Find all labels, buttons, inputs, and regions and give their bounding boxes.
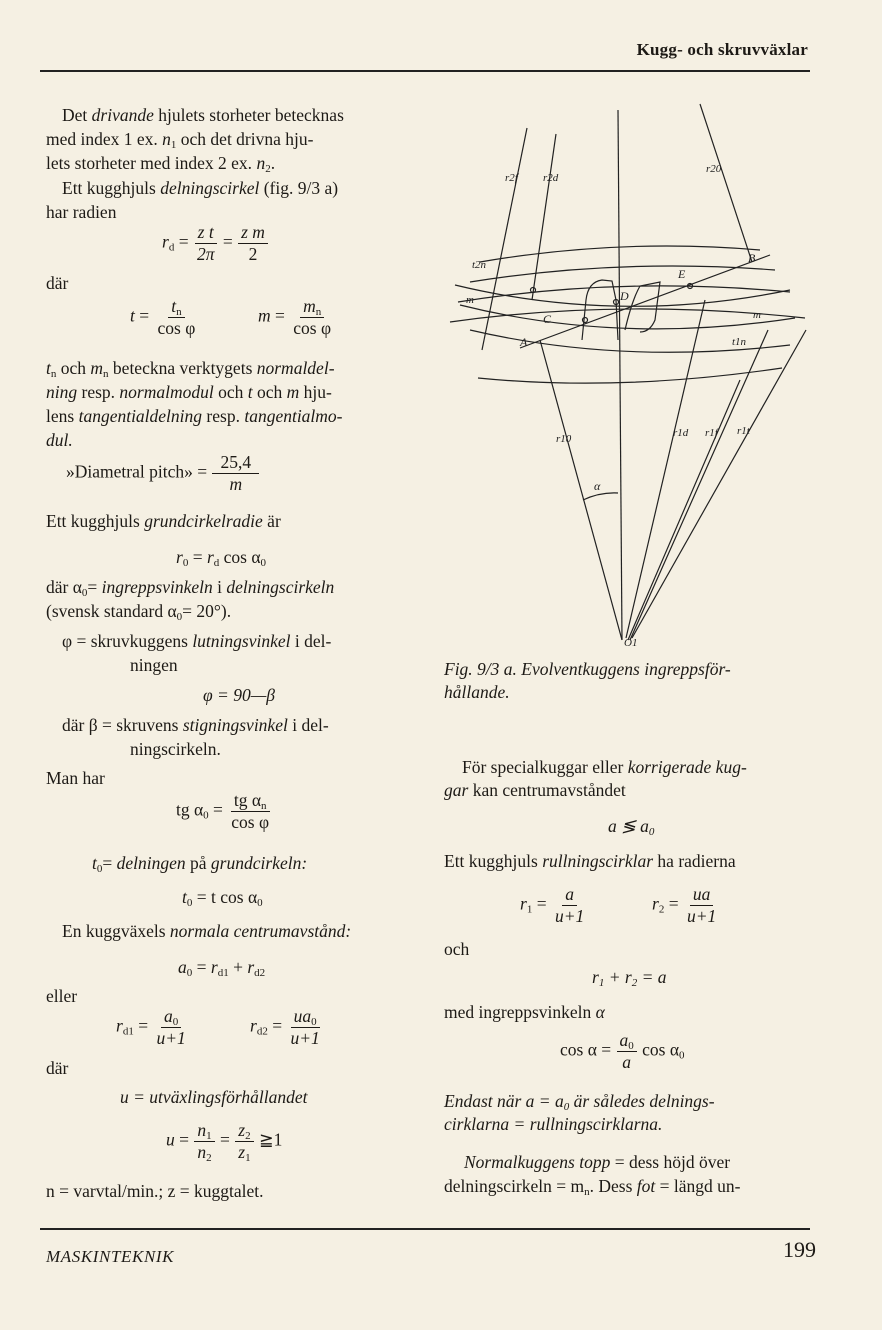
text: på — [190, 853, 207, 873]
subscript: d — [168, 241, 175, 254]
text: där β = skruvens — [62, 715, 179, 735]
text-line — [444, 938, 469, 962]
numerator: ua — [293, 1006, 312, 1026]
term: delningscirkeln — [226, 577, 335, 597]
symbol: m — [286, 382, 300, 402]
text-line — [46, 381, 332, 405]
symbol: r — [247, 957, 255, 977]
subscript: d2 — [256, 1025, 268, 1038]
circle-arc — [470, 266, 775, 282]
text: där — [46, 1058, 69, 1078]
subscript: 0 — [81, 587, 88, 599]
denominator: n — [197, 1142, 207, 1162]
denominator: cos φ — [293, 318, 332, 338]
text: t cos α — [211, 887, 258, 907]
subscript: d1 — [122, 1025, 134, 1038]
text-line: n = varvtal/min.; z = kuggtalet. — [46, 1181, 264, 1201]
text: kan centrumavståndet — [472, 780, 626, 800]
text: . Dess — [589, 1176, 633, 1196]
text: och — [218, 382, 244, 402]
figure-label: r20 — [706, 163, 722, 175]
point-marker — [583, 318, 588, 323]
text-line — [46, 510, 281, 534]
symbol: r — [206, 547, 214, 567]
text-line — [464, 1151, 730, 1175]
footer-journal: MASKINTEKNIK — [46, 1247, 175, 1266]
denominator: u+1 — [686, 906, 717, 926]
figure-label: E — [678, 267, 686, 281]
radius-line — [628, 380, 740, 640]
subscript: 0 — [176, 611, 183, 623]
figure-label: C — [543, 312, 552, 326]
subscript: 1 — [526, 903, 533, 916]
symbol: t — [182, 887, 187, 907]
symbol: n — [256, 153, 266, 173]
text: = a — [641, 967, 667, 987]
text-line — [46, 429, 73, 453]
figure-label: t2n — [472, 259, 487, 271]
footer-rule — [40, 1228, 810, 1230]
running-header: Kugg- och skruvväxlar — [636, 40, 808, 59]
text: φ = skruvkuggens — [62, 631, 188, 651]
symbol: m — [258, 305, 271, 326]
figure-label: r2d — [543, 172, 559, 184]
gear-mesh-figure — [440, 96, 820, 656]
symbol: t — [247, 382, 253, 402]
text: För specialkuggar eller — [462, 757, 624, 777]
term: normalmodul — [119, 382, 214, 402]
figure-label: A — [520, 335, 528, 349]
formula-center-distance-var — [608, 815, 654, 839]
text: och — [257, 382, 283, 402]
text: (svensk standard α — [46, 601, 177, 621]
text: drivande — [91, 105, 154, 125]
term: delningen — [116, 853, 186, 873]
text: är — [267, 511, 281, 531]
subscript: 1 — [206, 1130, 212, 1142]
text: där — [46, 273, 69, 293]
text-line — [444, 850, 736, 874]
text: ningscirkeln. — [130, 739, 221, 759]
symbol: m — [90, 358, 104, 378]
figure-label: α — [594, 479, 601, 493]
text: där α — [46, 577, 82, 597]
formula-rolling-sum — [592, 966, 667, 990]
subscript: 0 — [182, 557, 189, 569]
text: Det — [62, 105, 88, 125]
symbol: r — [176, 547, 183, 567]
text-line — [130, 738, 221, 762]
subscript: 2 — [631, 977, 638, 989]
term: stigningsvinkel — [182, 715, 288, 735]
text: resp. — [81, 382, 116, 402]
text: hjulets storheter betecknas — [158, 105, 344, 125]
circle-arc — [480, 246, 760, 262]
subscript: n — [261, 800, 267, 812]
numerator: a — [163, 1006, 173, 1026]
caption-text: hållande. — [444, 682, 510, 702]
text: med index 1 ex. — [46, 129, 158, 149]
text-line — [46, 201, 116, 225]
subscript: 0 — [172, 1016, 179, 1028]
fraction — [228, 790, 272, 833]
symbol: r — [116, 1015, 123, 1036]
term: gar — [444, 780, 469, 800]
text-line: cirklarna = rullningscirklarna. — [444, 1114, 663, 1134]
figure-label: D — [620, 289, 629, 303]
subscript: 1 — [598, 977, 605, 989]
subscript: 0 — [311, 1016, 317, 1028]
subscript: 2 — [265, 163, 271, 175]
formula-pitch: t = $\frac{t_n}{\text{cos φ}}$ — [130, 296, 199, 339]
subscript: d1 — [217, 967, 229, 979]
radius-line — [532, 134, 556, 300]
text-line — [444, 1001, 605, 1025]
text-line — [444, 779, 626, 803]
term: normaldel- — [256, 358, 335, 378]
figure-label: r10 — [556, 433, 572, 445]
formula-module: m = $\frac{m_n}{\text{cos φ}}$ — [258, 296, 335, 339]
term: rullningscirklar — [542, 851, 654, 871]
text: r — [592, 967, 599, 987]
subscript: 0 — [203, 809, 209, 822]
text: = 20°). — [182, 601, 232, 621]
denominator: cos φ — [231, 812, 270, 832]
subscript: 0 — [679, 1049, 685, 1062]
text: och — [444, 939, 470, 959]
fraction — [287, 1006, 322, 1049]
subscript: 0 — [186, 967, 193, 979]
numerator: ua — [690, 884, 714, 906]
line-of-action — [520, 255, 770, 348]
symbol: r — [162, 231, 169, 252]
symbol: r — [652, 893, 659, 914]
formula-ratio: u = $\frac{n_1}{n_2}$ = $\frac{z_2}{z_1}$ ≧1 — [166, 1120, 283, 1164]
term: korrigerade kug- — [627, 757, 747, 777]
formula-cos-alpha — [560, 1030, 685, 1073]
numerator: tg α — [233, 790, 262, 810]
text-line — [62, 714, 329, 738]
term: grundcirkelradie — [144, 511, 263, 531]
formula-pressure-angle: tg $\alpha_0$ = $\frac{tg \alpha_n}{\text{cos φ}}$ — [176, 790, 273, 833]
text-line — [92, 852, 307, 876]
text-line — [444, 1090, 715, 1114]
term: tangentialdelning — [78, 406, 203, 426]
formula-ratio-def: u = utväxlingsförhållandet — [120, 1087, 308, 1107]
subscript: 1 — [245, 1152, 251, 1164]
denominator: 2π — [196, 244, 215, 264]
text-line — [46, 985, 77, 1009]
term: ingreppsvinkeln — [101, 577, 213, 597]
fraction — [552, 884, 587, 927]
term: normala centrumavstånd: — [169, 921, 352, 941]
text-line — [46, 152, 275, 176]
radius-line — [700, 104, 752, 262]
subscript: 1 — [170, 139, 177, 151]
formula-pitch-radius: $r_d$ = $\frac{\text{z t}}{2\pi}$ = $\frac{\text{z m}}{2}$ — [162, 222, 269, 265]
symbol: r — [250, 1015, 257, 1036]
figure-label: r1d — [673, 427, 689, 439]
symbol: r — [210, 957, 218, 977]
formula-rd1: $r_{d1}$ = $\frac{a_0}{u+1}$ — [116, 1006, 190, 1049]
subscript: 0 — [648, 826, 655, 838]
fraction — [290, 296, 334, 339]
text-line — [46, 357, 335, 381]
page-number: 199 — [783, 1237, 816, 1262]
text: . — [270, 153, 276, 173]
term: fot — [636, 1176, 656, 1196]
figure-label: m — [753, 309, 761, 321]
denominator: u+1 — [554, 906, 585, 926]
subscript: 0 — [257, 897, 263, 909]
caption-number: Fig. 9/3 a. — [444, 659, 517, 679]
text: och — [60, 358, 87, 378]
term: dul. — [46, 430, 73, 450]
formula-r1: $r_1$ = $\frac{a}{u+1}$ — [520, 884, 588, 927]
text: eller — [46, 986, 78, 1006]
text-line — [46, 128, 313, 152]
numerator: z t — [195, 222, 217, 244]
text: cos α = — [560, 1039, 612, 1060]
text: ningen — [130, 655, 178, 675]
fraction — [684, 884, 719, 927]
text-line — [462, 756, 747, 780]
text: i — [217, 577, 223, 597]
text: har radien — [46, 202, 117, 222]
subscript: 0 — [628, 1040, 634, 1052]
circle-arc — [478, 368, 782, 383]
numerator: z — [238, 1120, 246, 1140]
text: = längd un- — [659, 1176, 741, 1196]
text-line — [62, 630, 331, 654]
text: resp. — [206, 406, 240, 426]
text-line — [46, 272, 68, 296]
radius-line — [626, 300, 705, 638]
formula-rd2: $r_{d2}$ = $\frac{ua_0}{u+1}$ — [250, 1006, 324, 1049]
text: ≧1 — [258, 1129, 283, 1150]
symbol: α — [595, 1002, 605, 1022]
fraction — [194, 222, 218, 265]
text: ha radierna — [657, 851, 736, 871]
term: ning — [46, 382, 78, 402]
text: (fig. 9/3 a) — [263, 178, 339, 198]
text: med ingreppsvinkeln — [444, 1002, 592, 1022]
text: Ett kugghjuls — [46, 511, 140, 531]
text-line — [62, 920, 351, 944]
subscript: 0 — [563, 1101, 570, 1113]
text-line — [62, 177, 338, 201]
text-line — [46, 405, 343, 429]
denominator: u+1 — [156, 1028, 186, 1048]
figure-label: B — [748, 251, 756, 265]
figure-label: m — [466, 294, 474, 306]
denominator: z — [238, 1142, 246, 1162]
term: tangentialmo- — [244, 406, 343, 426]
text: lets storheter med index 2 ex. — [46, 153, 253, 173]
text: cos α — [642, 1039, 679, 1060]
text-line — [46, 600, 231, 624]
angle-arc — [583, 493, 618, 500]
subscript: 0 — [96, 863, 103, 875]
text: = — [102, 853, 113, 873]
text: och det drivna hju- — [180, 129, 314, 149]
formula-base-radius: $r_0 = r_d$ $\cos \alpha_0$ — [176, 547, 266, 569]
subscript: n — [584, 1186, 590, 1198]
term: lutningsvinkel — [192, 631, 291, 651]
subscript: d — [213, 557, 220, 569]
fraction — [235, 1120, 253, 1163]
caption-text: Evolventkuggens ingreppsför- — [521, 659, 731, 679]
term: delningscirkel — [160, 178, 260, 198]
text: En kuggväxels — [62, 921, 166, 941]
figure-caption — [444, 658, 824, 704]
figure-label: r1t — [737, 425, 750, 437]
text: a ≶ a — [608, 816, 649, 836]
subscript: 0 — [186, 897, 193, 909]
denominator: a — [622, 1052, 631, 1072]
text: beteckna verktygets — [112, 358, 253, 378]
radius-line — [540, 340, 622, 640]
fraction — [238, 222, 268, 265]
subscript: d2 — [254, 967, 266, 979]
figure-label: r2f — [505, 172, 518, 184]
subscript: n — [103, 368, 109, 380]
text: är således delnings- — [573, 1091, 715, 1111]
text: hju- — [303, 382, 332, 402]
formula-base-pitch: $t_0 = t$ $\cos \alpha_0$ — [182, 887, 263, 909]
text: + — [233, 957, 243, 977]
text: lens — [46, 406, 75, 426]
text: Endast när a = a — [444, 1091, 564, 1111]
term: grundcirkeln: — [210, 853, 308, 873]
subscript: 0 — [260, 557, 266, 569]
denominator: m — [229, 474, 243, 494]
text: Ett kugghjuls — [444, 851, 538, 871]
text-line — [46, 767, 105, 791]
fraction — [617, 1030, 637, 1073]
text: Ett kugghjuls — [62, 178, 156, 198]
term: Normalkuggens topp — [464, 1152, 611, 1172]
text: + r — [608, 967, 632, 987]
numerator: a — [562, 884, 577, 906]
text-line — [46, 576, 334, 600]
text: »Diametral pitch» = — [66, 461, 208, 482]
numerator: a — [619, 1030, 629, 1050]
denominator: u+1 — [290, 1028, 320, 1048]
text: cos α — [223, 547, 261, 567]
figure-label: t1n — [732, 336, 747, 348]
text: i del- — [292, 715, 329, 735]
symbol: t — [46, 358, 51, 378]
figure-label: r1f — [705, 427, 718, 439]
formula-diametral-pitch — [66, 452, 260, 495]
symbol: r — [520, 893, 527, 914]
center-line — [618, 110, 622, 640]
formula-helix-angle: φ = 90—β — [203, 685, 276, 705]
text: Man har — [46, 768, 105, 788]
text: tg α — [176, 799, 204, 820]
text: = dess höjd över — [614, 1152, 731, 1172]
fraction — [194, 1120, 214, 1163]
subscript: 2 — [206, 1152, 212, 1164]
subscript: n — [176, 306, 182, 318]
numerator: t — [171, 296, 177, 316]
header-rule — [40, 70, 810, 72]
fraction — [153, 1006, 188, 1049]
text-line — [46, 1057, 68, 1081]
subscript: n — [315, 306, 322, 318]
symbol: u — [166, 1129, 175, 1150]
text: = — [87, 577, 98, 597]
symbol: n — [162, 129, 171, 149]
text-line — [62, 104, 344, 128]
text-line — [130, 654, 178, 678]
formula-r2: $r_2$ = $\frac{ua}{u+1}$ — [652, 884, 720, 927]
symbol: t — [92, 853, 97, 873]
numerator: m — [303, 296, 316, 316]
denominator: 2 — [248, 244, 258, 264]
subscript: 2 — [658, 903, 665, 916]
symbol: t — [130, 305, 135, 326]
numerator: 25,4 — [212, 452, 259, 474]
text-line — [444, 1175, 740, 1199]
subscript: n — [50, 368, 57, 380]
denominator: cos φ — [157, 318, 196, 338]
numerator: n — [197, 1120, 207, 1140]
subscript: 2 — [245, 1130, 251, 1142]
figure-label: O1 — [624, 637, 638, 649]
radius-line — [630, 330, 768, 640]
fraction — [155, 296, 199, 339]
fraction — [212, 452, 259, 495]
text: delningscirkeln = m — [444, 1176, 585, 1196]
text: i del- — [294, 631, 332, 651]
symbol: a — [178, 957, 187, 977]
formula-center-distance: $a_0 = r_{d1} + r_{d2}$ — [178, 957, 266, 979]
numerator: z m — [238, 222, 268, 244]
